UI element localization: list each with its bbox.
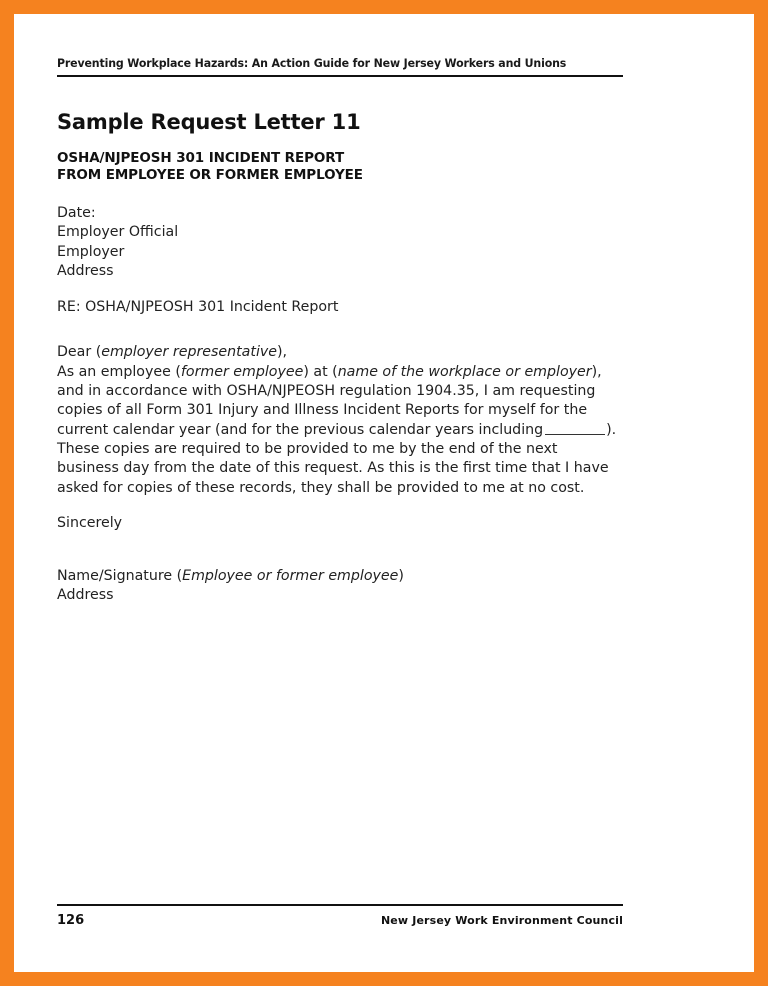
running-head (57, 56, 623, 77)
salutation (57, 343, 623, 362)
document-page (14, 14, 754, 972)
spacer-before-salutation (57, 317, 623, 343)
recipient-address-block (57, 223, 623, 281)
signature-block (57, 567, 623, 606)
page-title: Sample Request Letter 11 (57, 110, 361, 134)
footer-organization: New Jersey Work Environment Council (380, 914, 623, 927)
paragraph1-segment-2: ) at ( (303, 363, 338, 380)
closing-salutation: Sincerely (57, 514, 123, 531)
paragraph-cost-terms: These copies are required to be provided to me by the end of the next business day from the date of this request. As this is the first time that I have asked for copies of these records, they shall be provided to me at no cost. (57, 440, 609, 496)
salutation-suffix: ), (277, 344, 288, 361)
footer-row (57, 913, 623, 928)
signature-prefix: Name/Signature ( (57, 568, 183, 585)
recipient-line-1: Employer Official (57, 224, 179, 241)
salutation-prefix: Dear ( (57, 344, 102, 361)
paragraph1-placeholder-1: former employee (180, 363, 304, 380)
year-blank-fill-in[interactable] (545, 422, 605, 435)
paragraph1-segment-3: ), and in accordance with OSHA/NJPEOSH regulation 1904.35, I am requesting copies of all Form 301 Injury and Illness Incident Reports for myself for the current calendar year (and for the previous calendar years including (57, 363, 602, 438)
running-head-text: Preventing Workplace Hazards: An Action Guide for New Jersey Workers and Unions (57, 56, 567, 70)
letter-body (57, 204, 623, 606)
signature-placeholder: Employee or former employee (182, 568, 399, 585)
date-label: Date: (57, 205, 96, 221)
document-subtitle (57, 150, 363, 184)
spacer-before-closing (57, 498, 623, 514)
paragraph1-segment-1: As an employee ( (57, 363, 181, 380)
subtitle-line-1: OSHA/NJPEOSH 301 INCIDENT REPORT (57, 150, 345, 166)
page-footer (57, 904, 623, 928)
recipient-line-3: Address (57, 262, 114, 279)
subject-line: RE: OSHA/NJPEOSH 301 Incident Report (57, 299, 339, 316)
recipient-line-2: Employer (57, 243, 125, 260)
signature-suffix: ) (398, 568, 404, 585)
paragraph1-placeholder-2: name of the workplace or employer (337, 363, 592, 380)
footer-divider-rule (57, 904, 623, 906)
page-number: 126 (57, 913, 85, 928)
header-divider-rule (57, 75, 623, 77)
subtitle-line-2: FROM EMPLOYEE OR FORMER EMPLOYEE (57, 167, 363, 183)
signature-address-line: Address (57, 587, 114, 604)
spacer-signature (57, 533, 623, 567)
page-content-area (57, 14, 623, 972)
paragraph-request (57, 363, 623, 440)
paragraph1-segment-4: ). (606, 421, 617, 438)
salutation-placeholder: employer representative (101, 344, 278, 361)
